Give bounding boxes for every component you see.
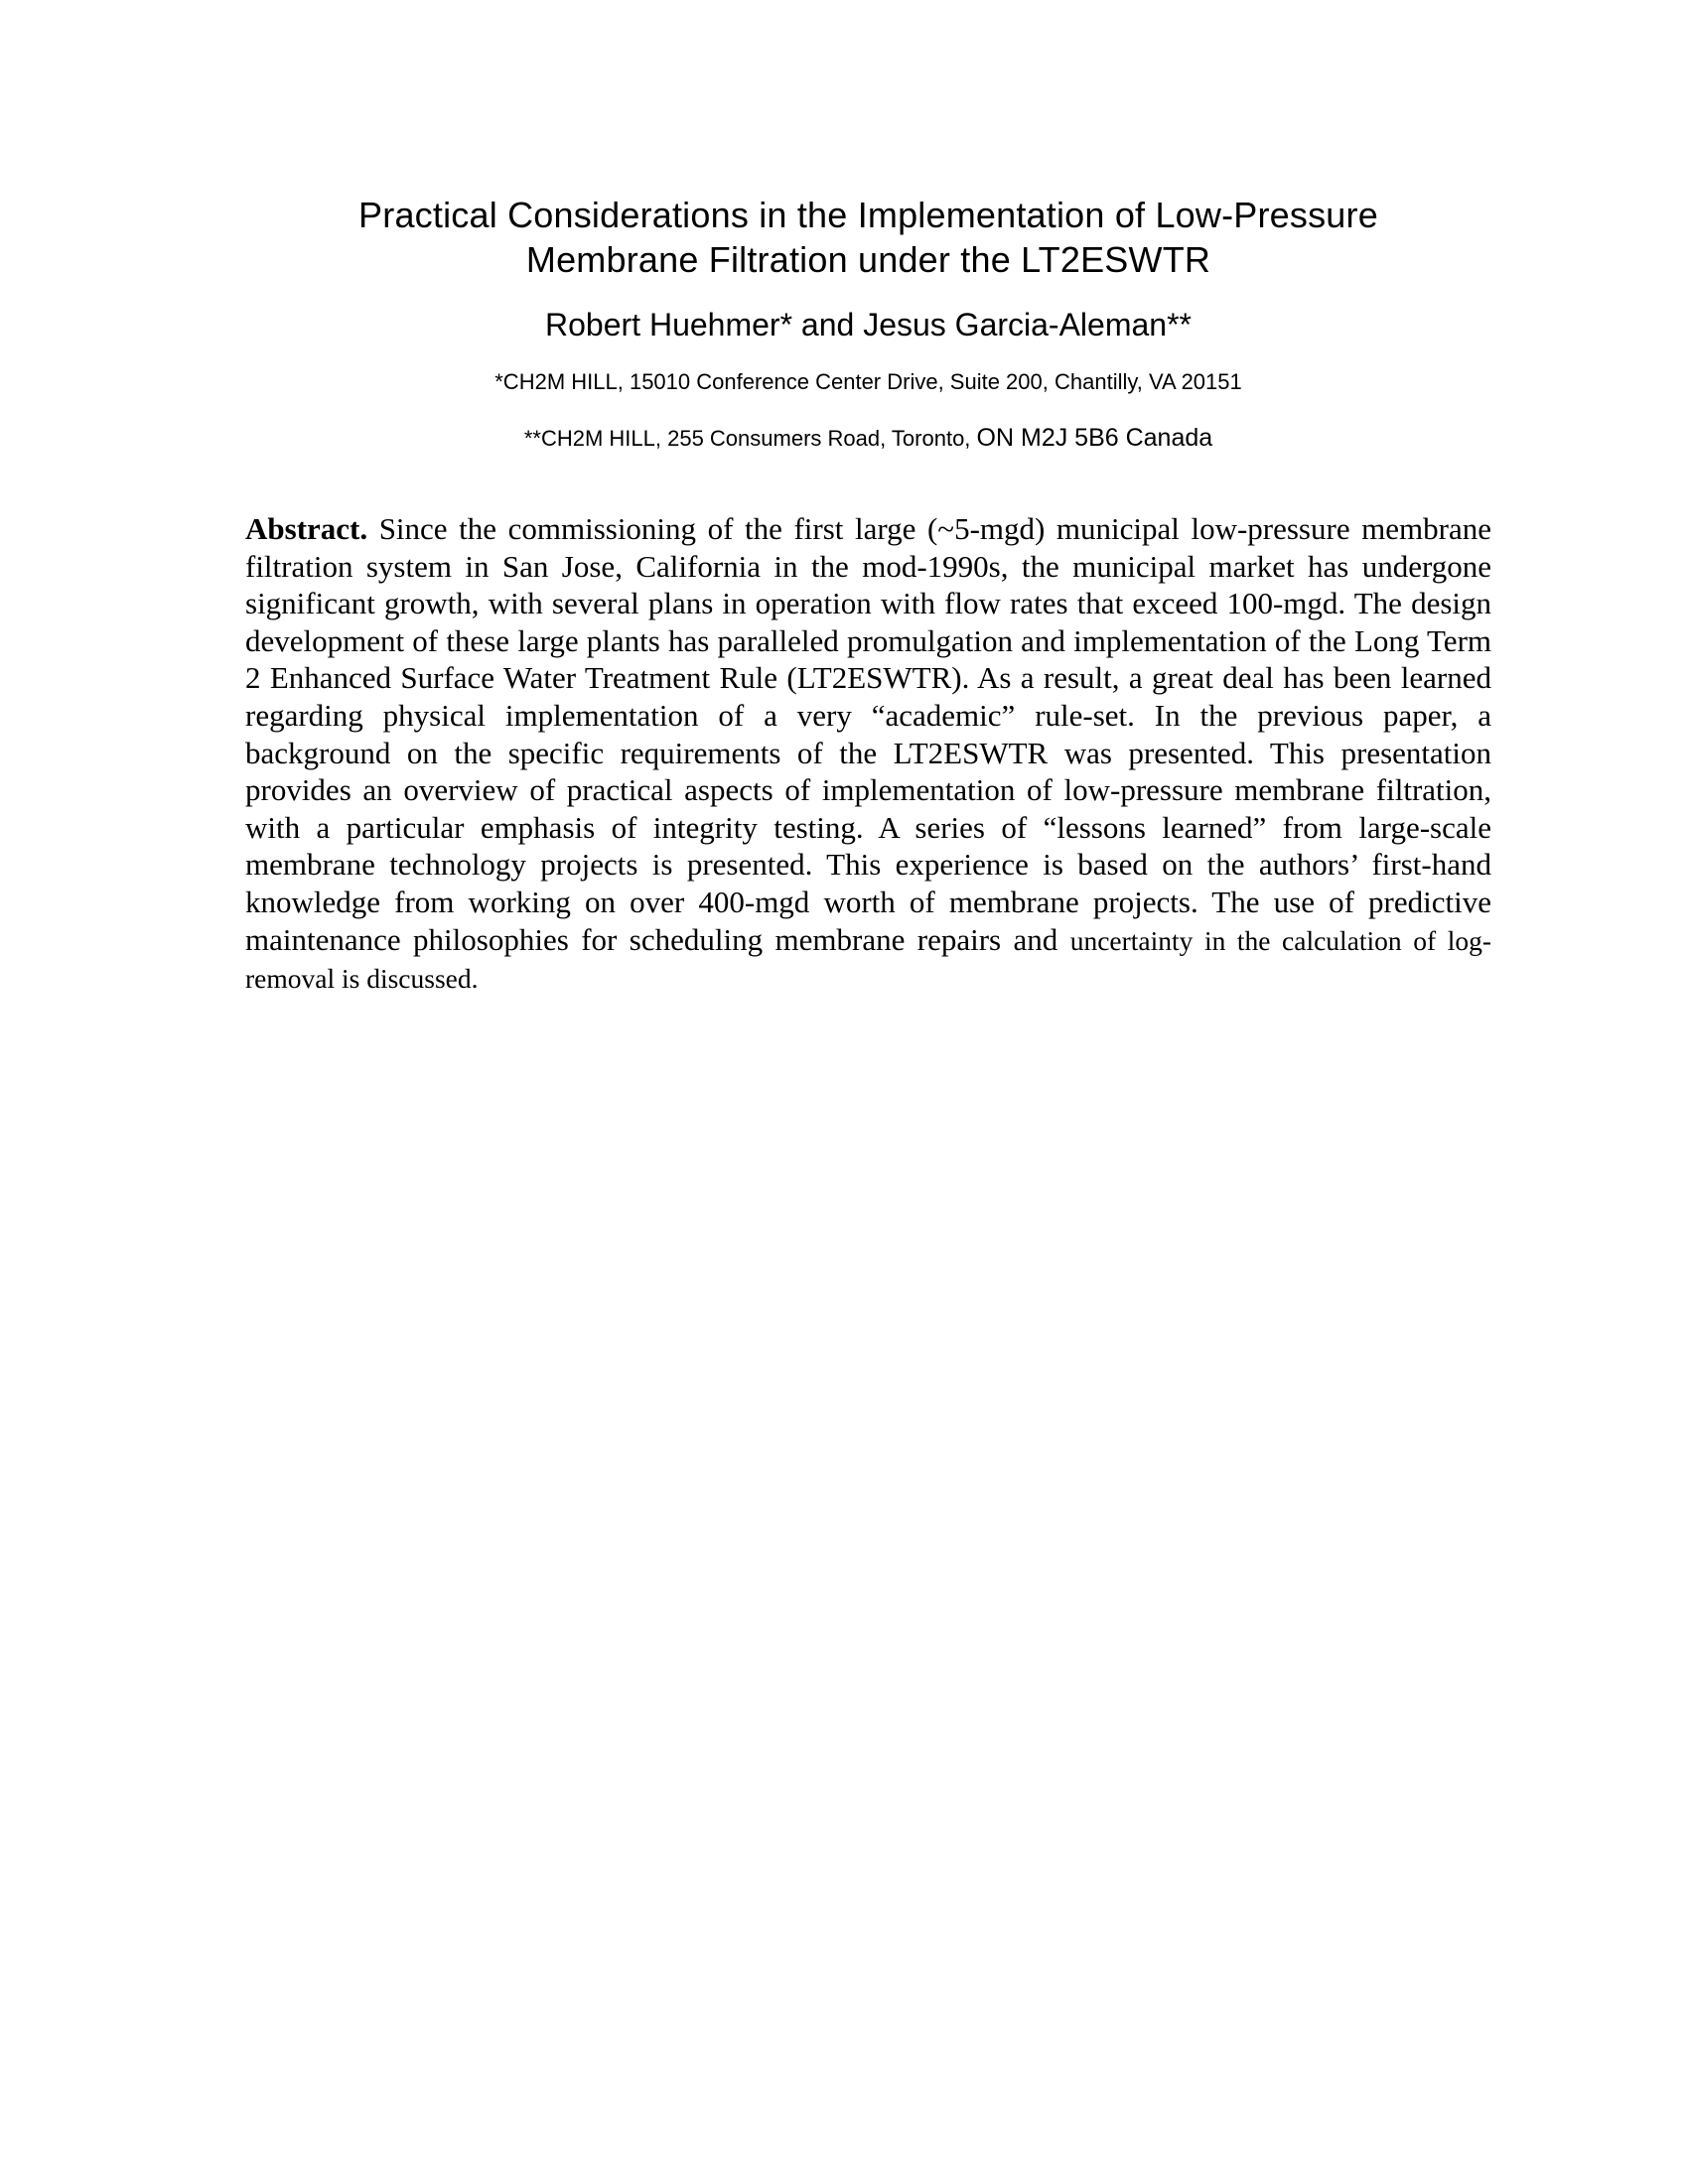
abstract-tail-text: uncertainty in the calculation of log-removal is discussed. <box>245 924 1491 995</box>
affiliation-2 <box>245 423 1491 454</box>
affiliation-1: *CH2M HILL, 15010 Conference Center Drive, Suite 200, Chantilly, VA 20151 <box>494 369 1242 394</box>
page-title <box>245 193 1491 282</box>
page-title-line1: Practical Considerations in the Implementation of Low-Pressure <box>358 195 1378 235</box>
affiliation-2-postal: ON M2J 5B6 Canada <box>976 424 1213 452</box>
authors-line: Robert Huehmer* and Jesus Garcia-Aleman** <box>545 307 1192 342</box>
affiliation-2-text: **CH2M HILL, 255 Consumers Road, Toronto, <box>523 426 977 451</box>
abstract-label: Abstract. <box>245 511 368 546</box>
page-content <box>245 0 1491 998</box>
abstract-paragraph <box>245 510 1491 998</box>
page-title-line2: Membrane Filtration under the LT2ESWTR <box>525 239 1211 280</box>
abstract-body-text: Since the commissioning of the first large (~5-mgd) municipal low-pressure membrane filtration system in San Jose, California in the mod-1990s, the municipal market has undergone significant growth, with several plans in operation with flow rates that exceed 100-mgd. The design development of these large plants has paralleled promulgation and implementation of the Long Term 2 Enhanced Surface Water Treatment Rule (LT2ESWTR). As a result, a great deal has been learned regarding physical implementation of a very “academic” rule-set. In the previous paper, a background on the specific requirements of the LT2ESWTR was presented. This presentation provides an overview of practical aspects of implementation of low-pressure membrane filtration, with a particular emphasis of integrity testing. A series of “lessons learned” from large-scale membrane technology projects is presented. This experience is based on the authors’ first-hand knowledge from working on over 400-mgd worth of membrane projects. The use of predictive maintenance philosophies for scheduling membrane repairs and <box>245 511 1491 957</box>
